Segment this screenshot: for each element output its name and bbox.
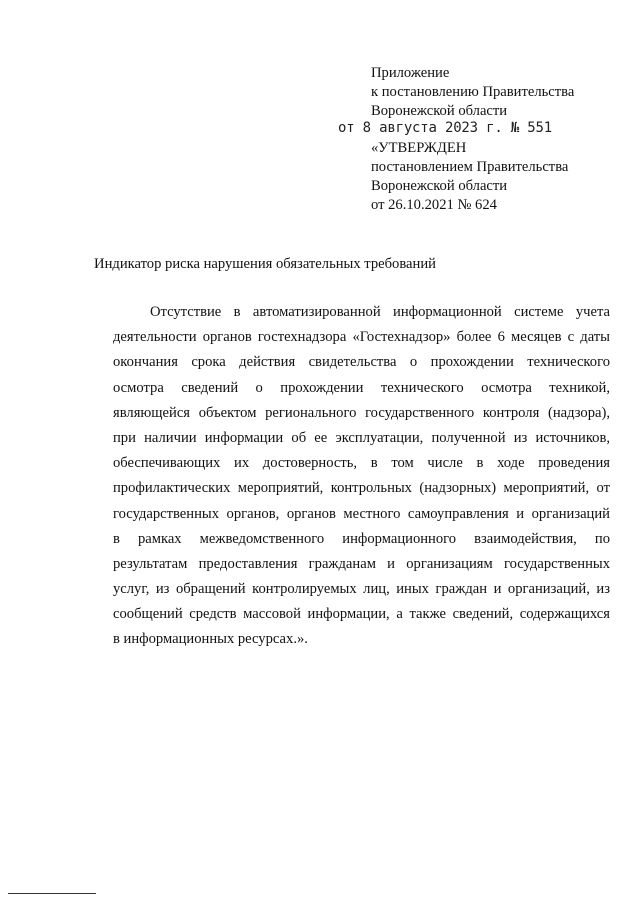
paragraph-line: при наличии информации об ее эксплуатации, полученной из источников, <box>113 429 610 446</box>
appendix-line: к постановлению Правительства <box>371 84 575 100</box>
paragraph-line: Отсутствие в автоматизированной информационной системе учета <box>150 304 610 320</box>
paragraph-line: осмотра сведений о прохождении технического осмотра техникой, <box>113 379 610 396</box>
appendix-line: Воронежской области <box>371 103 508 119</box>
document-title: Индикатор риска нарушения обязательных требований <box>94 256 436 272</box>
appendix-header <box>371 64 574 121</box>
paragraph-line: обеспечивающих их достоверность, в том числе в ходе проведения <box>113 455 610 472</box>
registration-stamp: от 8 августа 2023 г. № 551 <box>338 120 552 136</box>
paragraph-line: услуг, из обращений контролируемых лиц, иных граждан и организаций, из <box>113 581 610 598</box>
paragraph-line: профилактических мероприятий, контрольных (надзорных) мероприятий, от <box>113 480 610 497</box>
document-title-row <box>0 254 640 274</box>
paragraph-line: окончания срока действия свидетельства о прохождении технического <box>113 354 610 371</box>
paragraph-line: результатам предоставления гражданам и организациям государственных <box>113 555 610 572</box>
paragraph-line: сообщений средств массовой информации, а также сведений, содержащихся <box>113 606 610 623</box>
paragraph-line: являющейся объектом регионального государственного контроля (надзора), <box>113 404 610 421</box>
approval-line: Воронежской области <box>371 178 508 194</box>
paragraph-line: в информационных ресурсах.». <box>113 631 308 648</box>
scan-edge-mark <box>8 893 96 894</box>
appendix-line: Приложение <box>371 65 450 81</box>
approval-line: от 26.10.2021 № 624 <box>371 197 497 213</box>
body-paragraph <box>113 300 610 653</box>
approval-line: «УТВЕРЖДЕН <box>371 140 467 156</box>
paragraph-line: в рамках межведомственного информационного взаимодействия, по <box>113 530 610 547</box>
paragraph-line: государственных органов, органов местного самоуправления и организаций <box>113 505 610 522</box>
approval-line: постановлением Правительства <box>371 159 569 175</box>
approval-header <box>371 139 568 215</box>
paragraph-line: деятельности органов гостехнадзора «Гостехнадзор» более 6 месяцев с даты <box>113 329 610 346</box>
